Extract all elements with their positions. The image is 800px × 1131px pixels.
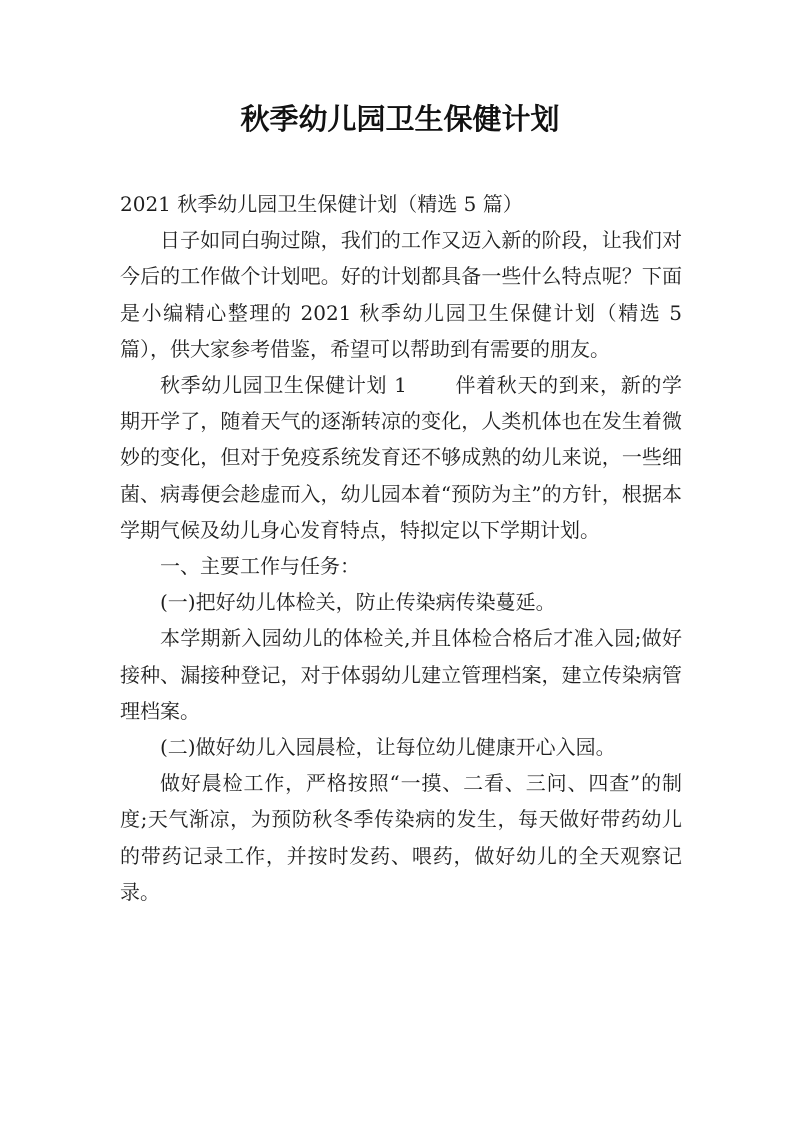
morning-check-paragraph: 做好晨检工作，严格按照“一摸、二看、三问、四查”的制度;天气渐凉，为预防秋冬季传染病的发生，每天做好带药幼儿的带药记录工作，并按时发药、喂药，做好幼儿的全天观察记录。 [120,771,682,904]
section-1-paragraph [120,367,682,548]
heading-main-tasks: 一、主要工作与任务： [160,554,360,579]
health-check-paragraph: 本学期新入园幼儿的体检关,并且体检合格后才准入园;做好接种、漏接种登记，对于体弱幼儿建立管理档案，建立传染病管理档案。 [120,626,682,723]
subheading-morning-check: (二)做好幼儿入园晨检，让每位幼儿健康开心入园。 [160,735,616,760]
document-title: 秋季幼儿园卫生保健计划 [240,102,560,136]
document-subtitle: 2021 秋季幼儿园卫生保健计划（精选 5 篇） [120,192,523,216]
intro-paragraph: 日子如同白驹过隙，我们的工作又迈入新的阶段，让我们对今后的工作做个计划吧。好的计划都具备一些什么特点呢？下面是小编精心整理的 2021 秋季幼儿园卫生保健计划（精选 5 篇），供大家参考借鉴，希望可以帮助到有需要的朋友。 [120,228,682,361]
subheading-health-check: (一)把好幼儿体检关，防止传染病传染蔓延。 [160,590,556,615]
document-body [120,186,682,910]
section-1-label: 秋季幼儿园卫生保健计划 1 [160,373,407,398]
section-1-text: 伴着秋天的到来，新的学期开学了，随着天气的逐渐转凉的变化，人类机体也在发生着微妙的变化，但对于免疫系统发育还不够成熟的幼儿来说，一些细菌、病毒便会趁虚而入，幼儿园本着“预防为主”的方针，根据本学期气候及幼儿身心发育特点，特拟定以下学期计划。 [120,373,682,542]
